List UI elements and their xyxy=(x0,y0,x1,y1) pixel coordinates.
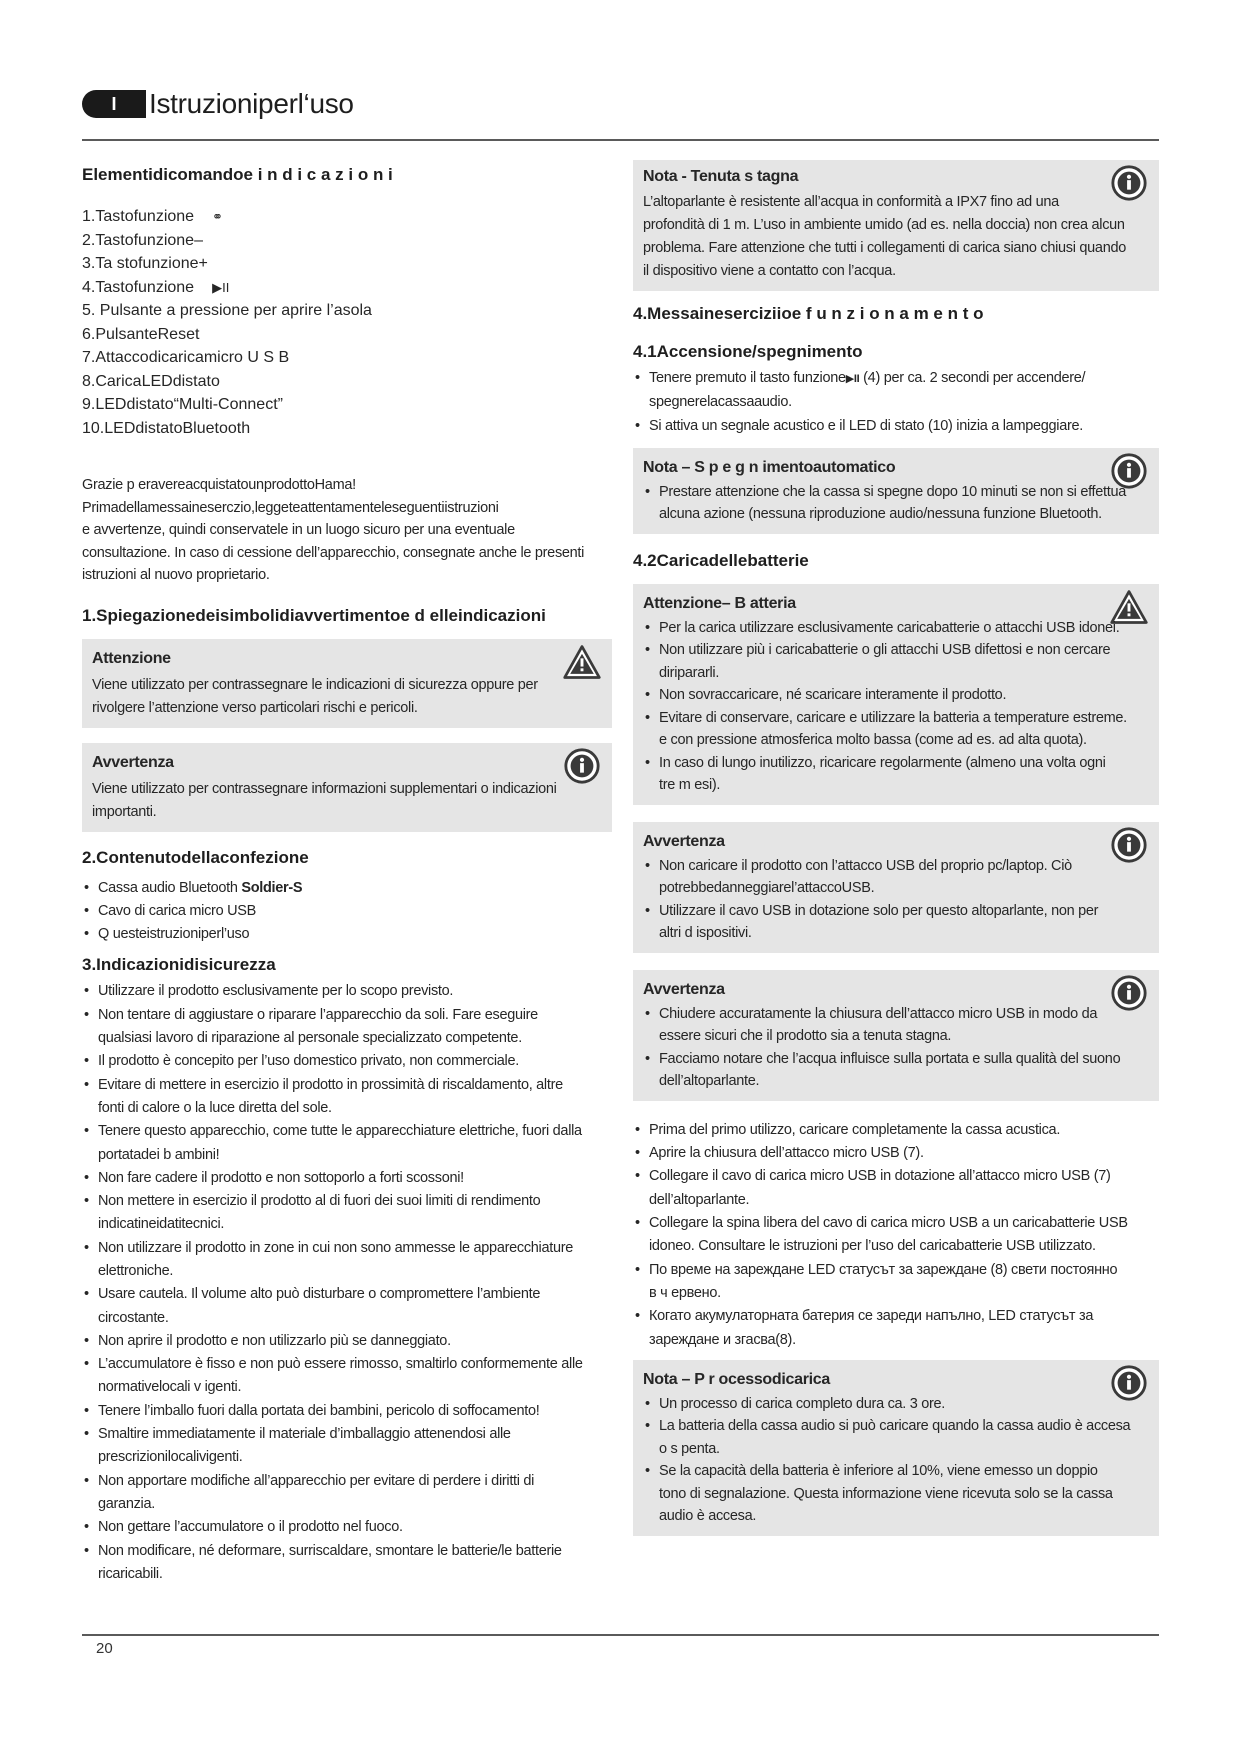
list-item: • Se la capacità della batteria è inferiore al 10%, viene emesso un doppio tono di segnalazione. Questa informazione viene ricevuta solo se la cassa audio è accesa. xyxy=(643,1460,1149,1528)
right-column xyxy=(633,160,1159,1536)
box-list xyxy=(643,1393,1149,1528)
list-item: • Il prodotto è concepito per l’uso domestico privato, non commerciale. xyxy=(82,1050,612,1073)
list-item: • Non caricare il prodotto con l’attacco USB del proprio pc/laptop. Ciò potrebbedanneggiarel’attaccoUSB. xyxy=(643,855,1149,900)
box-list xyxy=(643,481,1149,526)
language-badge: I xyxy=(82,90,146,118)
list-item: • Evitare di conservare, caricare e utilizzare la batteria a temperature estreme. e con pressione atmosferica molto bassa (come ad es. ad alta quota). xyxy=(643,707,1149,752)
list-item: 6.PulsanteReset xyxy=(82,325,200,343)
list-item: • Non sovraccaricare, né scaricare interamente il prodotto. xyxy=(643,684,1149,707)
page-header xyxy=(82,88,354,120)
page-number: 20 xyxy=(96,1640,113,1657)
list-item: • Tenere questo apparecchio, come tutte le apparecchiature elettriche, fuori dalla portatadei b ambini! xyxy=(82,1120,612,1167)
list-item: • Non apportare modifiche all’apparecchio per evitare di perdere i diritti di garanzia. xyxy=(82,1470,612,1517)
box-title: Avvertenza xyxy=(643,980,725,998)
list-item: 9.LEDdistato“Multi-Connect” xyxy=(82,396,283,414)
list-item: • Prima del primo utilizzo, caricare completamente la cassa acustica. xyxy=(633,1119,1159,1142)
power-list xyxy=(633,367,1159,438)
nota-spegnimento-box xyxy=(633,448,1159,534)
list-item: • Utilizzare il prodotto esclusivamente per lo scopo previsto. xyxy=(82,980,612,1003)
list-item: 7.Attaccodicaricamicro U S B xyxy=(82,349,290,367)
footer-divider xyxy=(82,1634,1159,1636)
attenzione-box: Attenzione Viene utilizzato per contrassegnare le indicazioni di sicurezza oppure per rivolgere l’attenzione verso particolari rischi e pericoli. xyxy=(82,639,612,728)
list-item: • По време на зареждане LED статусът за зареждане (8) свети постоянно в ч ервено. xyxy=(633,1259,1159,1306)
box-title: Nota - Tenuta s tagna xyxy=(643,168,799,185)
package-contents-list xyxy=(82,877,612,947)
paperclip-icon: ⚭ xyxy=(212,209,223,225)
list-item: • Aprire la chiusura dell’attacco micro USB (7). xyxy=(633,1142,1159,1165)
list-item: • Non modificare, né deformare, surriscaldare, smontare le batterie/le batterie ricaricabili. xyxy=(82,1540,612,1587)
list-item: • Non utilizzare il prodotto in zone in cui non sono ammesse le apparecchiature elettroniche. xyxy=(82,1237,612,1284)
list-item: • Non tentare di aggiustare o riparare l’apparecchio da soli. Fare eseguire qualsiasi lavoro di riparazione al personale specializzato competente. xyxy=(82,1004,612,1051)
box-list xyxy=(643,1003,1149,1093)
list-item: • Un processo di carica completo dura ca. 3 ore. xyxy=(643,1393,1149,1416)
info-icon xyxy=(1109,164,1149,202)
header-divider xyxy=(82,139,1159,141)
list-item: • Когато акумулаторната батерия се зареди напълно, LED статусът за зареждане и згасва(8). xyxy=(633,1305,1159,1352)
list-item: • In caso di lungo inutilizzo, ricaricare regolarmente (almeno una volta ogni tre m esi). xyxy=(643,752,1149,797)
page-title: Istruzioniperl‘uso xyxy=(149,88,354,119)
list-item: 5. Pulsante a pressione per aprire l’asola xyxy=(82,302,372,320)
list-item: • Tenere premuto il tasto funzione▶II (4) per ca. 2 secondi per accendere/ spegnerelacassaaudio. xyxy=(633,367,1159,415)
list-item: • Utilizzare il cavo USB in dotazione solo per questo altoparlante, non per altri d ispositivi. xyxy=(643,900,1149,945)
info-icon xyxy=(562,747,602,785)
nota-tenuta-box: Nota - Tenuta s tagna L’altoparlante è resistente all’acqua in conformità a IPX7 fino ad una profondità di 1 m. L’uso in ambiente umido (ad es. nella doccia) non crea alcun problema. Fare attenzione che tutti i collegamenti di carica siano chiusi quando il dispositivo viene a contatto con l’acqua. xyxy=(633,160,1159,291)
list-item: • Smaltire immediatamente il materiale d’imballaggio attenendosi alle prescrizionilocalivigenti. xyxy=(82,1423,612,1470)
list-item: • Non fare cadere il prodotto e non sottoporlo a forti scossoni! xyxy=(82,1167,612,1190)
list-item: • Cassa audio Bluetooth Soldier-S xyxy=(82,877,612,900)
list-item: • La batteria della cassa audio si può caricare quando la cassa audio è accesa o s penta. xyxy=(643,1415,1149,1460)
list-item: • Si attiva un segnale acustico e il LED di stato (10) inizia a lampeggiare. xyxy=(633,415,1159,438)
play-pause-icon: ▶II xyxy=(845,373,860,385)
section-1-heading: 1.Spiegazionedeisimbolidiavvertimentoe d elleindicazioni xyxy=(82,605,546,625)
list-item: • Non utilizzare più i caricabatterie o gli attacchi USB difettosi e non cercare diripararli. xyxy=(643,639,1149,684)
box-title: Attenzione xyxy=(92,649,171,667)
box-list xyxy=(643,617,1149,797)
box-title: Nota – P r ocessodicarica xyxy=(643,1370,830,1388)
list-item: • Facciamo notare che l’acqua influisce sulla portata e sulla qualità del suono dell’altoparlante. xyxy=(643,1048,1149,1093)
section-3-heading: 3.Indicazionidisicurezza xyxy=(82,955,276,975)
box-title: Nota – S p e g n imentoautomatico xyxy=(643,458,896,476)
play-pause-icon: ▶II xyxy=(212,279,230,295)
safety-list xyxy=(82,980,612,1586)
list-item: • Chiudere accuratamente la chiusura dell’attacco micro USB in modo da essere sicuri che il prodotto sia a tenuta stagna. xyxy=(643,1003,1149,1048)
list-item: 10.LEDdistatoBluetooth xyxy=(82,419,251,437)
nota-processo-box xyxy=(633,1360,1159,1536)
box-title: Avvertenza xyxy=(643,832,725,850)
box-title: Avvertenza xyxy=(92,753,174,771)
controls-list xyxy=(82,205,612,440)
box-list xyxy=(643,855,1149,945)
list-item: 4.Tastofunzione ▶II xyxy=(82,276,612,300)
list-item: • Non gettare l’accumulatore o il prodotto nel fuoco. xyxy=(82,1516,612,1539)
warning-icon xyxy=(562,643,602,681)
list-item: • Cavo di carica micro USB xyxy=(82,900,612,923)
list-item: • Evitare di mettere in esercizio il prodotto in prossimità di riscaldamento, altre fonti di calore o la luce diretta del sole. xyxy=(82,1074,612,1121)
list-item: • Per la carica utilizzare esclusivamente caricabatterie o attacchi USB idonei. xyxy=(643,617,1149,640)
avvertenza-box: Avvertenza Viene utilizzato per contrassegnare informazioni supplementari o indicazioni importanti. xyxy=(82,743,612,832)
section-4-1-heading: 4.1Accensione/spegnimento xyxy=(633,342,863,361)
list-item: • Non aprire il prodotto e non utilizzarlo più se danneggiato. xyxy=(82,1330,612,1353)
section-4-2-heading: 4.2Caricadellebatterie xyxy=(633,550,809,570)
section-4-heading: 4.Messaineserciziioe f u n z i o n a m e n t o xyxy=(633,304,984,323)
list-item: • Non mettere in esercizio il prodotto al di fuori dei suoi limiti di rendimento indicatineidatitecnici. xyxy=(82,1190,612,1237)
list-item: • Tenere l’imballo fuori dalla portata dei bambini, pericolo di soffocamento! xyxy=(82,1400,612,1423)
charging-steps-list xyxy=(633,1119,1159,1352)
attenzione-batteria-box xyxy=(633,584,1159,805)
list-item: • Collegare la spina libera del cavo di carica micro USB a un caricabatterie USB idoneo. Consultare le istruzioni per l’uso del caricabatterie USB utilizzato. xyxy=(633,1212,1159,1259)
list-item: 3.Ta stofunzione+ xyxy=(82,255,208,273)
list-item: • Collegare il cavo di carica micro USB in dotazione all’attacco micro USB (7) dell’altoparlante. xyxy=(633,1165,1159,1212)
box-title: Attenzione– B atteria xyxy=(643,594,796,612)
section-2-heading: 2.Contenutodellaconfezione xyxy=(82,847,309,867)
avvertenza-usb-box xyxy=(633,822,1159,953)
intro-paragraph: Grazie p eravereacquistatounprodottoHama! Primadellamessaineserczio,leggeteattentamenteleseguentiistruzioni e avvertenze, quindi conservatele in un luogo sicuro per una eventuale consultazione. In caso di cessione dell’apparecchio, consegnate anche le presenti istruzioni al nuovo proprietario. xyxy=(82,477,585,584)
list-item: 1.Tastofunzione ⚭ xyxy=(82,205,612,229)
left-column xyxy=(82,160,612,1586)
avvertenza-chiusura-box xyxy=(633,970,1159,1101)
list-item: • Usare cautela. Il volume alto può disturbare o compromettere l’ambiente circostante. xyxy=(82,1283,612,1330)
list-item: • Q uesteistruzioniperl’uso xyxy=(82,923,612,946)
list-item: • Prestare attenzione che la cassa si spegne dopo 10 minuti se non si effettua alcuna azione (nessuna riproduzione audio/nessuna funzione Bluetooth. xyxy=(643,481,1149,526)
list-item: 8.CaricaLEDdistato xyxy=(82,372,220,390)
controls-heading: Elementidicomandoe i n d i c a z i o n i xyxy=(82,165,393,184)
list-item: • L’accumulatore è fisso e non può essere rimosso, smaltirlo conformemente alle normativelocali v igenti. xyxy=(82,1353,612,1400)
list-item: 2.Tastofunzione– xyxy=(82,231,203,249)
